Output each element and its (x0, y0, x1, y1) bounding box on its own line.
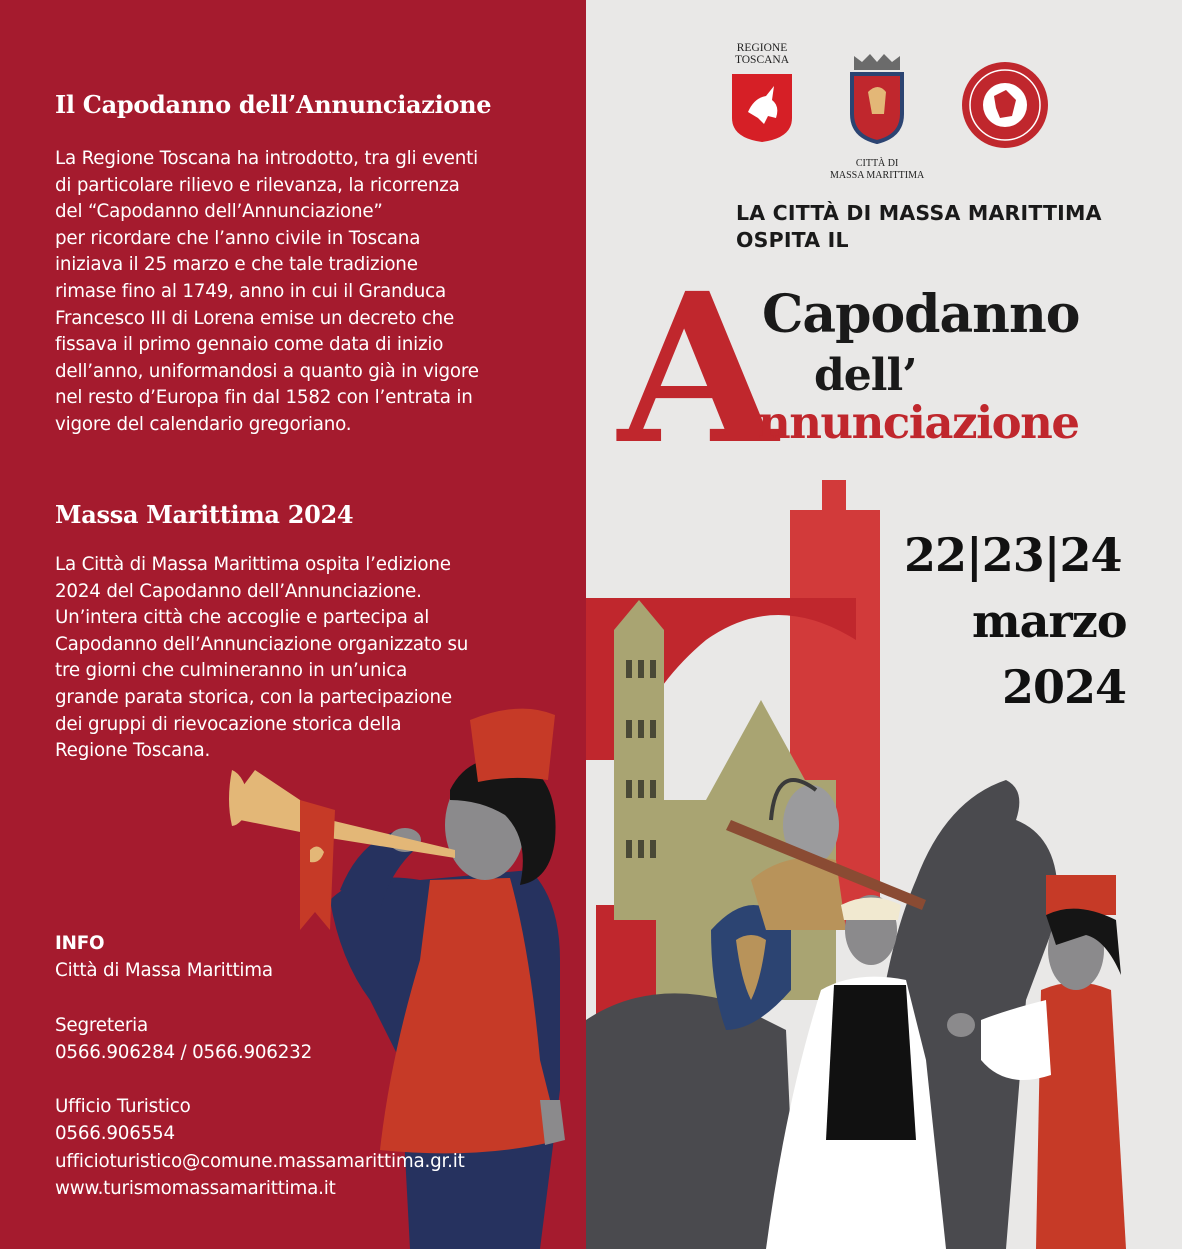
info-email[interactable]: ufficioturistico@comune.massamarittima.gr.it (55, 1150, 465, 1172)
info-tourist-label: Ufficio Turistico (55, 1096, 191, 1118)
regione-logo-line2: TOSCANA (734, 54, 790, 66)
comitato-storico-seal (960, 60, 1050, 154)
section-title-capodanno: Il Capodanno dell’Annunciazione (55, 90, 492, 119)
citta-logo-line2: MASSA MARITTIMA (830, 170, 925, 181)
event-month: marzo (972, 594, 1127, 648)
info-website[interactable]: www.turismomassamarittima.it (55, 1178, 336, 1200)
title-line2: dell’ (814, 350, 917, 401)
title-line3: nnunciazione (758, 396, 1079, 449)
info-tourist-phone[interactable]: 0566.906554 (55, 1123, 175, 1145)
seal-icon (960, 60, 1050, 150)
regione-logo-line1: REGIONE (736, 42, 788, 54)
coat-of-arms-icon (844, 52, 910, 144)
event-dates: 22|23|24 (904, 528, 1122, 582)
info-heading: INFO (55, 933, 105, 954)
right-panel (586, 0, 1182, 1249)
section-title-massa-2024: Massa Marittima 2024 (55, 500, 354, 529)
info-secretariat-label: Segreteria (55, 1014, 149, 1036)
host-heading: LA CITTÀ DI MASSA MARITTIMA OSPITA IL (736, 201, 1102, 252)
regione-toscana-logo (730, 42, 794, 144)
left-panel (0, 0, 586, 1249)
title-initial-letter: A (618, 248, 778, 490)
info-org: Città di Massa Marittima (55, 960, 273, 982)
event-year: 2024 (1002, 660, 1127, 714)
info-secretariat-phones[interactable]: 0566.906284 / 0566.906232 (55, 1041, 313, 1063)
info-block (55, 930, 465, 1202)
section-body-capodanno: La Regione Toscana ha introdotto, tra gli eventi di particolare rilievo e rilevanza, la ricorrenza del “Capodanno dell’Annunciazione” per ricordare che l’anno civile in Toscana iniziava il 25 marzo e che tale tradizione rimase fino al 1749, anno in cui il Granduca Francesco III di Lorena emise un decreto che fissava il primo gennaio come data di inizio dell’anno, uniformandosi a quanto già in vigore nel resto d’Europa fin dal 1582 con l’entrata in vigore del calendario gregoriano. (55, 148, 479, 435)
citta-logo-line1: CITTÀ DI (855, 158, 899, 169)
massa-marittima-logo (830, 52, 924, 182)
section-body-massa-2024: La Città di Massa Marittima ospita l’edizione 2024 del Capodanno dell’Annunciazione. Un’intera città che accoglie e partecipa al Capodanno dell’Annunciazione organizzato su tre giorni che culmineranno in un’unica grande parata storica, con la partecipazione dei gruppi di rievocazione storica della Regione Toscana. (55, 554, 469, 762)
pegasus-icon (730, 72, 794, 144)
title-line1: Capodanno (762, 284, 1080, 345)
